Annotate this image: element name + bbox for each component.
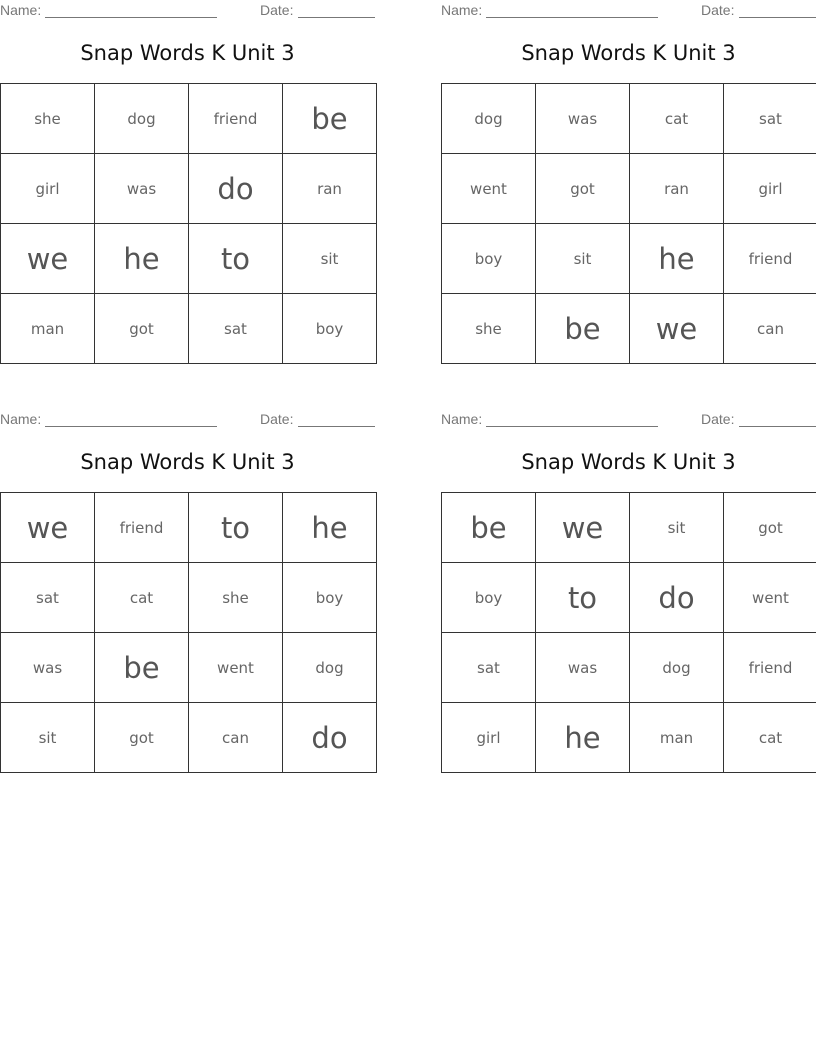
word-cell: cat	[630, 84, 724, 154]
word-cell: friend	[724, 633, 816, 703]
date-line	[739, 17, 816, 18]
word-cell: sat	[724, 84, 816, 154]
name-date-header	[0, 411, 375, 429]
grid-row	[1, 633, 377, 703]
grid-row	[442, 84, 816, 154]
date-line	[298, 17, 375, 18]
bingo-grid	[441, 492, 816, 773]
bingo-grid	[441, 83, 816, 364]
grid-row	[442, 633, 816, 703]
word-cell: he	[283, 493, 377, 563]
card-title: Snap Words K Unit 3	[521, 41, 736, 65]
grid-row	[1, 563, 377, 633]
word-cell: be	[442, 493, 536, 563]
word-cell: sat	[189, 294, 283, 364]
word-cell: do	[189, 154, 283, 224]
name-line	[45, 17, 217, 18]
word-cell: went	[724, 563, 816, 633]
word-cell: dog	[442, 84, 536, 154]
word-cell: do	[283, 703, 377, 773]
word-cell: she	[442, 294, 536, 364]
grid-row	[1, 493, 377, 563]
word-cell: sit	[630, 493, 724, 563]
name-label: Name:	[441, 2, 483, 18]
word-cell: man	[630, 703, 724, 773]
grid-row	[442, 703, 816, 773]
word-cell: dog	[283, 633, 377, 703]
word-cell: boy	[283, 563, 377, 633]
word-cell: girl	[724, 154, 816, 224]
word-cell: was	[536, 633, 630, 703]
name-date-header	[0, 2, 375, 20]
word-cell: was	[1, 633, 95, 703]
word-cell: be	[536, 294, 630, 364]
word-cell: sat	[442, 633, 536, 703]
date-label: Date:	[260, 411, 294, 427]
word-cell: got	[95, 703, 189, 773]
card-title: Snap Words K Unit 3	[80, 41, 295, 65]
date-label: Date:	[701, 411, 735, 427]
word-cell: friend	[724, 224, 816, 294]
word-cell: sit	[283, 224, 377, 294]
grid-row	[442, 493, 816, 563]
name-date-header	[441, 411, 816, 429]
word-cell: cat	[724, 703, 816, 773]
word-cell: sit	[536, 224, 630, 294]
name-label: Name:	[441, 411, 483, 427]
word-cell: friend	[95, 493, 189, 563]
word-cell: we	[1, 224, 95, 294]
word-cell: got	[536, 154, 630, 224]
grid-row	[1, 84, 377, 154]
word-cell: he	[536, 703, 630, 773]
grid-row	[442, 224, 816, 294]
word-cell: can	[724, 294, 816, 364]
card-title: Snap Words K Unit 3	[521, 450, 736, 474]
bingo-grid	[0, 83, 377, 364]
word-cell: do	[630, 563, 724, 633]
word-cell: she	[1, 84, 95, 154]
date-line	[739, 426, 816, 427]
word-cell: went	[189, 633, 283, 703]
word-cell: boy	[442, 224, 536, 294]
name-line	[45, 426, 217, 427]
date-line	[298, 426, 375, 427]
word-cell: was	[536, 84, 630, 154]
word-cell: we	[1, 493, 95, 563]
name-label: Name:	[0, 411, 42, 427]
word-cell: dog	[630, 633, 724, 703]
name-line	[486, 426, 658, 427]
word-cell: sit	[1, 703, 95, 773]
name-label: Name:	[0, 2, 42, 18]
card-title: Snap Words K Unit 3	[80, 450, 295, 474]
word-cell: can	[189, 703, 283, 773]
word-cell: girl	[442, 703, 536, 773]
bingo-grid	[0, 492, 377, 773]
date-label: Date:	[701, 2, 735, 18]
word-cell: got	[95, 294, 189, 364]
word-cell: we	[630, 294, 724, 364]
word-cell: was	[95, 154, 189, 224]
word-cell: be	[283, 84, 377, 154]
word-cell: girl	[1, 154, 95, 224]
grid-row	[1, 224, 377, 294]
word-cell: boy	[442, 563, 536, 633]
word-cell: cat	[95, 563, 189, 633]
date-label: Date:	[260, 2, 294, 18]
word-cell: ran	[630, 154, 724, 224]
grid-row	[1, 703, 377, 773]
word-cell: boy	[283, 294, 377, 364]
word-cell: she	[189, 563, 283, 633]
word-cell: to	[536, 563, 630, 633]
grid-row	[1, 294, 377, 364]
word-cell: friend	[189, 84, 283, 154]
word-cell: be	[95, 633, 189, 703]
word-cell: ran	[283, 154, 377, 224]
name-line	[486, 17, 658, 18]
word-cell: went	[442, 154, 536, 224]
grid-row	[442, 563, 816, 633]
word-cell: he	[630, 224, 724, 294]
name-date-header	[441, 2, 816, 20]
word-cell: to	[189, 493, 283, 563]
word-cell: sat	[1, 563, 95, 633]
word-cell: to	[189, 224, 283, 294]
grid-row	[1, 154, 377, 224]
grid-row	[442, 294, 816, 364]
grid-row	[442, 154, 816, 224]
word-cell: he	[95, 224, 189, 294]
word-cell: got	[724, 493, 816, 563]
word-cell: dog	[95, 84, 189, 154]
word-cell: man	[1, 294, 95, 364]
word-cell: we	[536, 493, 630, 563]
